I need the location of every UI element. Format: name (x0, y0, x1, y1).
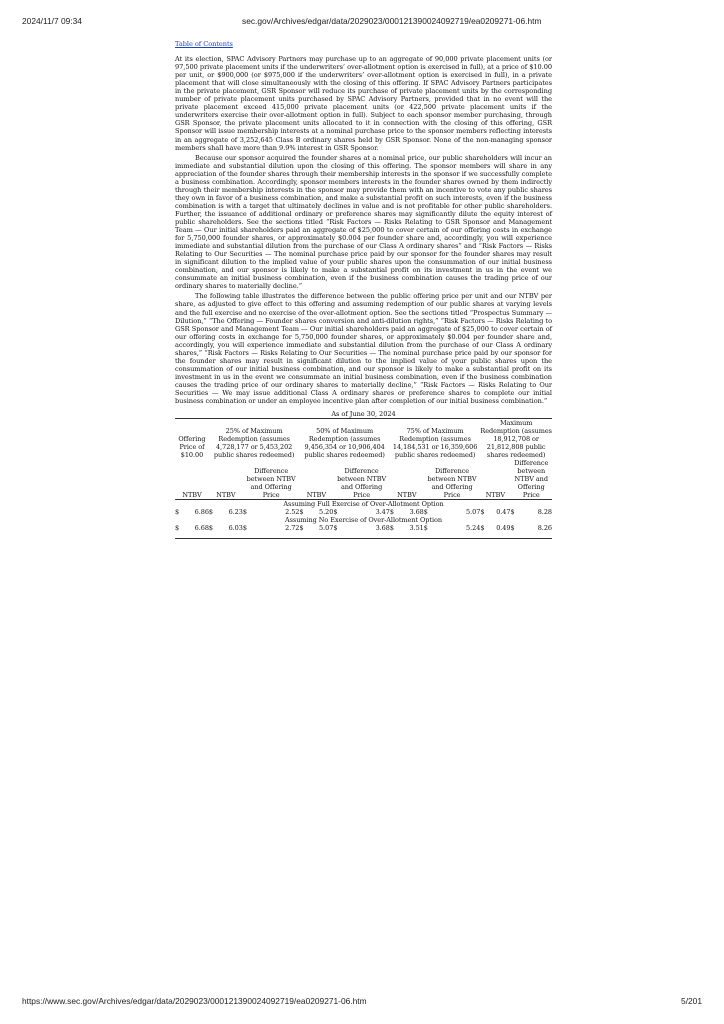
table-cell: 5.24 (466, 524, 481, 533)
group-header-25: 25% of Maximum Redemption (assumes 4,728,177 or 5,453,202 public shares redeemed) (213, 427, 295, 460)
table-cell: 3.68 (375, 524, 390, 533)
paragraph-private-placement: At its election, SPAC Advisory Partners may purchase up to an aggregate of 90,000 private placement units (or 97,500 private placement units if the underwriters’ over-allotment option is exercised in full), at a price of $10.00 per unit, or $900,000 (or $975,000 if the underwriters’ over-allotment option is exercised in full), in a private placement that will close simultaneously with the closing of this offering. If SPAC Advisory Partners participates in the private placement, GSR Sponsor will reduce its purchase of private placement units by the corresponding number of private placement units purchased by SPAC Advisory Partners, provided that in no event will the private placement exceed 415,000 private placement units (or 422,500 private placement units if the underwriters exercise their over-allotment option in full). Subject to each sponsor member purchasing, through GSR Sponsor, the private placement units allocated to it in connection with the closing of this offering, GSR Sponsor will issue membership interests at a nominal purchase price to the sponsor members reflecting interests in an aggregate of 3,252,645 Class B ordinary shares held by GSR Sponsor. None of the non-managing sponsor members shall have more than 9.9% interest in GSR Sponsor. (175, 55, 552, 152)
browser-header (0, 16, 724, 28)
paragraph-dilution: Because our sponsor acquired the founder shares at a nominal price, our public shareholders will incur an immediate and substantial dilution upon the closing of this offering. The sponsor members will share in any appreciation of the founder shares through their membership interests in the sponsor if we successfully complete a business combination. Accordingly, sponsor members interests in the founder shares owned by them indirectly through their membership interests in the sponsor may provide them with an incentive to vote any public shares they own in favor of a business combination, and make a substantial profit on such interests, even if the business combination is with a target that ultimately declines in value and is not profitable for other public shareholders. Further, the issuance of additional ordinary or preference shares may significantly dilute the equity interest of public shareholders. See the sections titled “Risk Factors — Risks Relating to GSR Sponsor and Management Team — Our initial shareholders paid an aggregate of $25,000 to cover certain of our offering costs in exchange for 5,750,000 founder shares, or approximately $0.004 per founder share and, accordingly, you will experience immediate and substantial dilution from the purchase of our Class A ordinary shares” and “Risk Factors — Risks Relating to Our Securities — The nominal purchase price paid by our sponsor for the founder shares may result in significant dilution to the implied value of your public shares upon the consummation of our initial business combination, and our sponsor is likely to make a substantial profit on its investment in us in the event we consummate an initial business combination, even if the business combination causes the trading price of our ordinary shares to materially decline.” (175, 153, 552, 291)
group-header-max: Maximum Redemption (assumes 18,912,708 or 21,812,808 public shares redeemed) (480, 419, 552, 460)
currency-sign: $ (389, 524, 394, 533)
table-cell: 0.47 (496, 508, 511, 517)
currency-sign: $ (299, 508, 304, 517)
currency-sign: $ (333, 508, 338, 517)
table-cell: 6.68 (194, 524, 209, 533)
table-cell: 0.49 (496, 524, 511, 533)
section-title-no-exercise: Assuming No Exercise of Over-Allotment Option (284, 516, 443, 525)
table-cell: 6.86 (194, 508, 209, 517)
page-count: 5/201 (681, 996, 702, 1006)
table-cell: 5.20 (319, 508, 334, 517)
table-end-rule (175, 538, 552, 539)
table-cell: 3.51 (409, 524, 424, 533)
currency-sign: $ (423, 508, 428, 517)
group-header-75: 75% of Maximum Redemption (assumes 14,184,531 or 16,359,606 public shares redeemed) (392, 427, 478, 460)
group-header-50: 50% of Maximum Redemption (assumes 9,456,354 or 10,906,404 public shares redeemed) (304, 427, 385, 460)
table-cell: 5.07 (319, 524, 334, 533)
currency-sign: $ (510, 524, 515, 533)
col-header-difference: Difference between NTBV and Offering Price (337, 467, 387, 500)
page-url-title: sec.gov/Archives/edgar/data/2029023/000121390024092719/ea0209271-06.htm (242, 16, 542, 26)
table-cell: 5.07 (466, 508, 481, 517)
table-cell: 8.26 (537, 524, 552, 533)
currency-sign: $ (299, 524, 304, 533)
currency-sign: $ (480, 524, 485, 533)
footer-url: https://www.sec.gov/Archives/edgar/data/2029023/000121390024092719/ea0209271-06.htm (22, 996, 367, 1006)
currency-sign: $ (242, 524, 247, 533)
table-row (175, 508, 552, 516)
paragraph-table-intro: The following table illustrates the difference between the public offering price per unit and our NTBV per share, as adjusted to give effect to this offering and assuming redemption of our public shares at varying levels and the full exercise and no exercise of the over-allotment option. See the sections titled “Prospectus Summary — Dilution,” “The Offering — Founder shares conversion and anti-dilution rights,” “Risk Factors — Risks Relating to GSR Sponsor and Management Team — Our initial shareholders paid an aggregate of $25,000 to cover certain of our offering costs in exchange for 5,750,000 founder shares, or approximately $0.004 per founder share and, accordingly, you will experience immediate and substantial dilution from the purchase of our Class A ordinary shares,” “Risk Factors — Risks Relating to Our Securities — The nominal purchase price paid by our sponsor for the founder shares may result in significant dilution to the implied value of your public shares upon the consummation of our initial business combination, and our sponsor is likely to make a substantial profit on its investment in us in the event we consummate an initial business combination, even if the business combination causes the trading price of our ordinary shares to materially decline,” “Risk Factors — Risks Relating to Our Securities — We may issue additional Class A ordinary shares or preference shares to complete our initial business combination or under an employee incentive plan after completion of our initial business combination.” (175, 292, 552, 406)
currency-sign: $ (480, 508, 485, 517)
currency-sign: $ (175, 508, 180, 517)
col-header-ntbv: NTBV (397, 491, 417, 500)
col-header-ntbv: NTBV (306, 491, 326, 500)
section-title-full-exercise: Assuming Full Exercise of Over-Allotment Option (283, 500, 444, 509)
ntbv-dilution-table (175, 418, 552, 532)
col-header-ntbv: NTBV (182, 491, 202, 500)
document-body (175, 40, 552, 539)
table-cell: 6.23 (228, 508, 243, 517)
col-header-ntbv: NTBV (485, 491, 506, 500)
currency-sign: $ (510, 508, 515, 517)
col-header-difference: Difference between NTBV and Offering Price (246, 467, 296, 500)
table-cell: 3.68 (409, 508, 424, 517)
col-header-ntbv: NTBV (216, 491, 236, 500)
currency-sign: $ (389, 508, 394, 517)
currency-sign: $ (208, 508, 214, 517)
table-cell: 3.47 (375, 508, 390, 517)
print-datetime: 2024/11/7 09:34 (22, 16, 82, 26)
currency-sign: $ (423, 524, 428, 533)
table-cell: 8.28 (537, 508, 552, 517)
currency-sign: $ (242, 508, 247, 517)
table-row (175, 524, 552, 532)
currency-sign: $ (175, 524, 180, 533)
col-header-difference: Difference between NTBV and Offering Price (427, 467, 477, 500)
table-cell: 2.72 (285, 524, 300, 533)
table-of-contents-link[interactable]: Table of Contents (175, 40, 233, 48)
table-cell: 6.03 (228, 524, 243, 533)
browser-footer (0, 996, 724, 1008)
table-cell: 2.52 (285, 508, 300, 517)
table-as-of-date: As of June 30, 2024 (331, 410, 396, 419)
currency-sign: $ (333, 524, 338, 533)
currency-sign: $ (208, 524, 214, 533)
offering-price-header: Offering Price of $10.00 (178, 435, 206, 460)
col-header-difference: Difference between NTBV and Offering Price (514, 459, 549, 500)
